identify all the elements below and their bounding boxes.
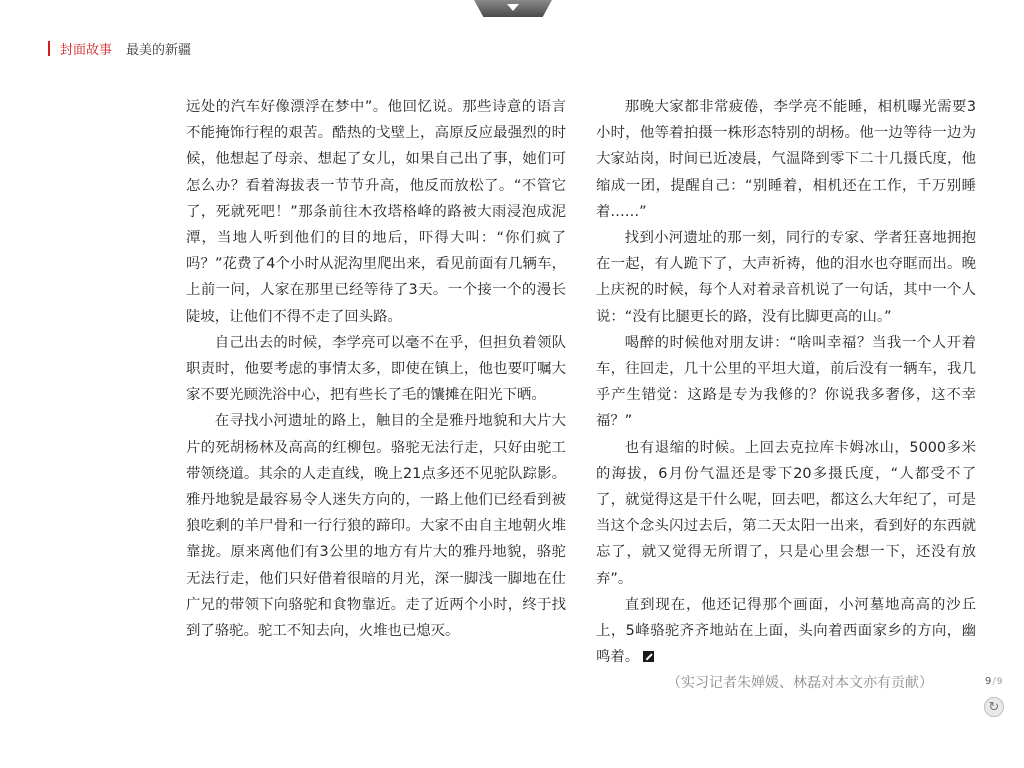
article-column-right [596, 94, 976, 697]
total-pages: 9 [996, 677, 1003, 687]
paragraph: 在寻找小河遗址的路上，触目的全是雅丹地貌和大片大片的死胡杨林及高高的红柳包。骆驼无法行走，只好由驼工带领绕道。其余的人走直线，晚上21点多还不见驼队踪影。雅丹地貌是最容易令人迷失方向的，一路上他们已经看到被狼吃剩的羊尸骨和一行行狼的蹄印。大家不由自主地朝火堆靠拢。原来离他们有3公里的地方有片大的雅丹地貌，骆驼无法行走，他们只好借着很暗的月光，深一脚浅一脚地在仕广兄的带领下向骆驼和食物靠近。走了近两个小时，终于找到了骆驼。驼工不知去向，火堆也已熄灭。 [186, 413, 566, 640]
page-header [48, 38, 191, 58]
refresh-icon: ↻ [988, 699, 1000, 715]
page-indicator [985, 676, 1002, 687]
contributor-credit: （实习记者朱婵媛、林磊对本文亦有贡献） [667, 675, 933, 692]
page-separator: / [992, 676, 996, 687]
section-label: 封面故事 [60, 42, 113, 58]
paragraph: 那晚大家都非常疲倦，李学亮不能睡，相机曝光需要3小时，他等着拍摄一株形态特别的胡杨。他一边等待一边为大家站岗，时间已近凌晨，气温降到零下二十几摄氏度，他缩成一团，提醒自己：“别睡着，相机还在工作，千万别睡着……” [596, 99, 976, 220]
paragraph: 找到小河遗址的那一刻，同行的专家、学者狂喜地拥抱在一起，有人跪下了，大声祈祷，他的泪水也夺眶而出。晚上庆祝的时候，每个人对着录音机说了一句话，其中一个人说：“没有比腿更长的路，没有比脚更高的山。” [596, 230, 976, 325]
paragraph-text: 直到现在，他还记得那个画面，小河墓地高高的沙丘上，5峰骆驼齐齐地站在上面，头向着西面家乡的方向，幽鸣着。 [596, 596, 976, 666]
article-column-left [186, 94, 566, 644]
paragraph: 自己出去的时候，李学亮可以毫不在乎，但担负着领队职责时，他要考虑的事情太多，即使在镇上，他也要叮嘱大家不要光顾洗浴中心，把有些长了毛的馕摊在阳光下晒。 [186, 334, 566, 404]
page-title: 最美的新疆 [126, 42, 192, 58]
section-marker [48, 41, 50, 56]
end-mark-icon [643, 651, 654, 662]
paragraph: 喝醉的时候他对朋友讲：“啥叫幸福？当我一个人开着车，往回走，几十公里的平坦大道，前后没有一辆车，我几乎产生错觉：这路是专为我修的？你说我多奢侈，这不幸福？” [596, 334, 976, 430]
chevron-down-icon [507, 4, 519, 11]
last-paragraph [596, 592, 976, 671]
paragraph: 也有退缩的时候。上回去克拉库卡姆冰山，5000多米的海拔，6月份气温还是零下20多摄氏度，“人都受不了了，就觉得这是干什么呢，回去吧，都这么大年纪了，可是当这个念头闪过去后，第二天太阳一出来，看到好的东西就忘了，就又觉得无所谓了，只是心里会想一下，还没有放弃”。 [596, 439, 976, 587]
current-page: 9 [985, 676, 992, 687]
paragraph: 远处的汽车好像漂浮在梦中”。他回忆说。那些诗意的语言不能掩饰行程的艰苦。酷热的戈壁上，高原反应最强烈的时候，他想起了母亲、想起了女儿，如果自己出了事，她们可怎么办？看着海拔表一节节升高，他反而放松了。“不管它了，死就死吧！”那条前往木孜塔格峰的路被大雨浸泡成泥潭，当地人听到他们的目的地后，吓得大叫：“你们疯了吗？”花费了4个小时从泥沟里爬出来，看见前面有几辆车，上前一问，人家在那里已经等待了3天。一个接一个的漫长陡坡，让他们不得不走了回头路。 [186, 99, 566, 325]
refresh-button[interactable] [984, 697, 1004, 717]
top-menu-tab[interactable] [474, 0, 552, 17]
